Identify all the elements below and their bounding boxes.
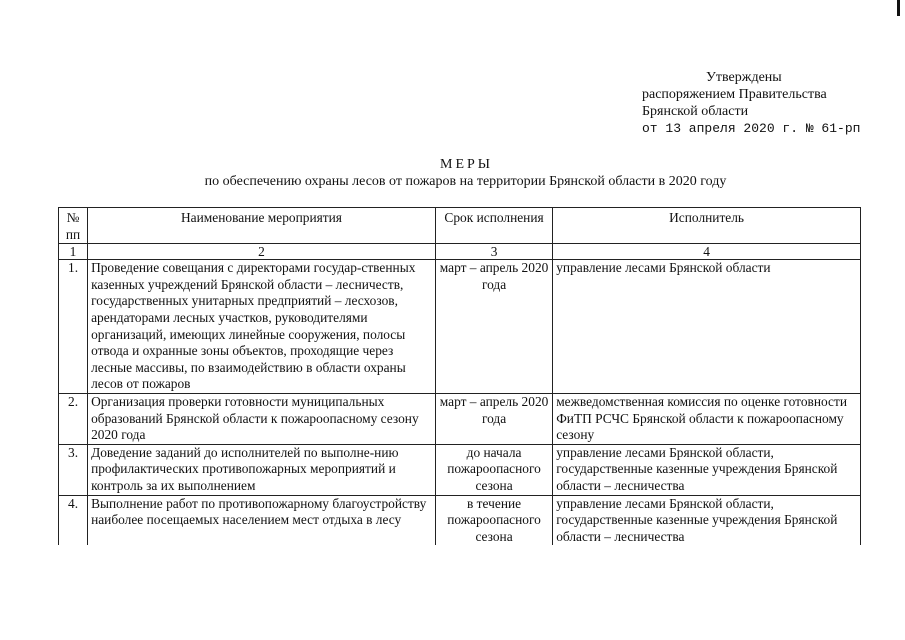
approval-line-3: Брянской области	[642, 104, 749, 119]
row-name: Выполнение работ по противопожарному благоустройству наиболее посещаемых населением мест отдыха в лесу	[88, 495, 436, 545]
approval-line-1: Утверждены	[706, 70, 782, 85]
row-num: 4.	[59, 495, 88, 545]
table-row	[59, 260, 861, 394]
table-header-row	[59, 208, 861, 244]
measures-table	[58, 207, 861, 545]
row-term: в течение пожароопасного сезона	[435, 495, 552, 545]
column-number-1: 1	[59, 244, 88, 260]
scan-edge-mark	[897, 0, 900, 16]
row-num: 1.	[59, 260, 88, 394]
row-name: Проведение совещания с директорами государ-ственных казенных учреждений Брянской области – лесничеств, государственных унитарных предприятий – лесхозов, арендаторами лесных участков, руководителями организаций, имеющих линейные сооружения, полосы отвода и охранные зоны объектов, проходящие через лесные массивы, по взаимодействию в области охраны лесов от пожаров	[88, 260, 436, 394]
header-num: № пп	[59, 208, 88, 244]
approval-stamp	[642, 69, 860, 137]
row-term: март – апрель 2020 года	[435, 260, 552, 394]
row-term: март – апрель 2020 года	[435, 393, 552, 444]
column-numbers-row	[59, 244, 861, 260]
table-row	[59, 495, 861, 545]
document-title: МЕРЫ	[440, 157, 493, 172]
approval-line-2: распоряжением Правительства	[642, 87, 827, 102]
table-row	[59, 393, 861, 444]
header-term: Срок исполнения	[435, 208, 552, 244]
row-term: до начала пожароопасного сезона	[435, 444, 552, 495]
header-executor: Исполнитель	[553, 208, 861, 244]
row-num: 3.	[59, 444, 88, 495]
row-name: Доведение заданий до исполнителей по выполне-нию профилактических противопожарных мероприятий и контроль за их выполнением	[88, 444, 436, 495]
row-executor: управление лесами Брянской области, государственные казенные учреждения Брянской области – лесничества	[553, 444, 861, 495]
row-executor: управление лесами Брянской области	[553, 260, 861, 394]
row-name: Организация проверки готовности муниципальных образований Брянской области к пожароопасному сезону 2020 года	[88, 393, 436, 444]
document-subtitle: по обеспечению охраны лесов от пожаров на территории Брянской области в 2020 году	[204, 174, 727, 189]
column-number-3: 3	[435, 244, 552, 260]
row-num: 2.	[59, 393, 88, 444]
approval-date-line: от 13 апреля 2020 г. № 61-рп	[642, 121, 861, 136]
column-number-2: 2	[88, 244, 436, 260]
document-heading	[0, 156, 905, 190]
row-executor: управление лесами Брянской области, государственные казенные учреждения Брянской области – лесничества	[553, 495, 861, 545]
row-executor: межведомственная комиссия по оценке готовности ФиТП РСЧС Брянской области к пожароопасному сезону	[553, 393, 861, 444]
column-number-4: 4	[553, 244, 861, 260]
table-row	[59, 444, 861, 495]
header-name: Наименование мероприятия	[88, 208, 436, 244]
